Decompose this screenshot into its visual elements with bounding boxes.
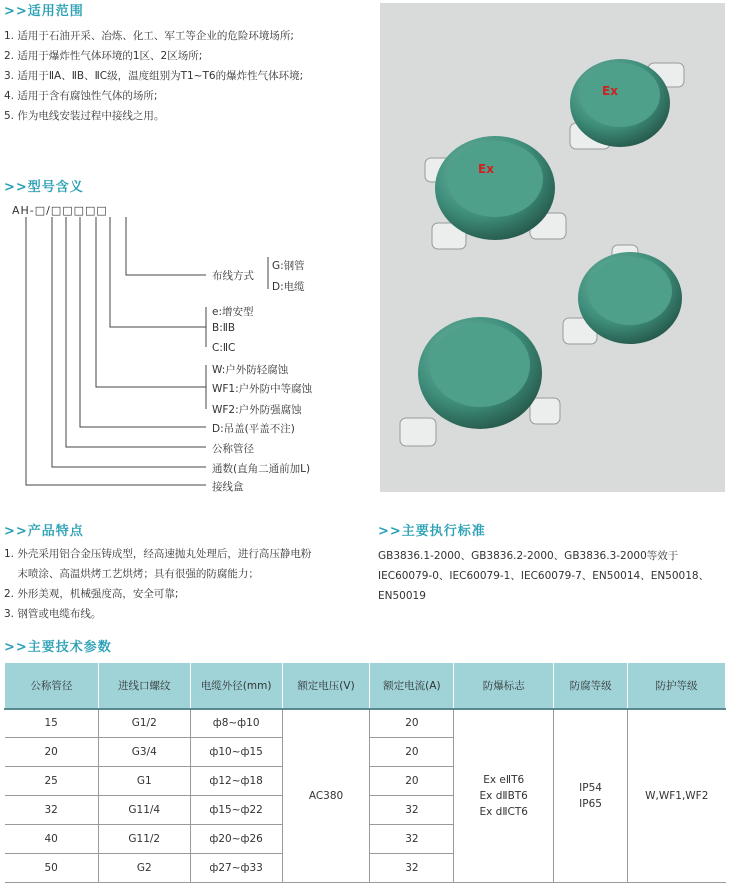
cell-cable: ф12~ф18 xyxy=(190,767,282,796)
junction-box-icon xyxy=(380,3,725,492)
exmark-line: Ex eⅡT6 xyxy=(483,773,525,786)
svg-text:Ex: Ex xyxy=(602,84,618,98)
scope-list xyxy=(4,26,303,126)
column-header: 防爆标志 xyxy=(454,663,554,709)
corrosion-option: WF1:户外防中等腐蚀 xyxy=(212,383,313,395)
cell-thread: G1 xyxy=(98,767,190,796)
column-header: 防护等级 xyxy=(628,663,726,709)
cell-cable: ф8~ф10 xyxy=(190,709,282,738)
anticorrosion-line: IP54 xyxy=(579,781,602,794)
table-row xyxy=(5,709,726,738)
wiring-label: 布线方式 xyxy=(212,270,254,282)
list-item: 2. 适用于爆炸性气体环境的1区、2区场所; xyxy=(4,50,203,62)
standards-line: IEC60079-0、IEC60079-1、IEC60079-7、EN50014、EN50018、 xyxy=(378,570,710,582)
type-option: B:ⅡB xyxy=(212,322,236,334)
type-option: e:增安型 xyxy=(212,306,254,318)
corrosion-option: WF2:户外防强腐蚀 xyxy=(212,404,302,416)
corrosion-option: W:户外防轻腐蚀 xyxy=(212,364,289,376)
list-item: 5. 作为电线安装过程中接线之用。 xyxy=(4,110,165,122)
cell-current: 32 xyxy=(370,854,454,883)
standards-text xyxy=(378,546,728,606)
model-heading: >>型号含义 xyxy=(4,180,84,195)
cell-current: 20 xyxy=(370,767,454,796)
model-code-diagram xyxy=(0,195,360,505)
list-item: 1. 适用于石油开采、冶炼、化工、军工等企业的危险环境场所; xyxy=(4,30,294,42)
standards-line: GB3836.1-2000、GB3836.2-2000、GB3836.3-2000等效于 xyxy=(378,550,679,562)
standards-heading: >>主要执行标准 xyxy=(378,524,486,539)
cell-protection: W,WF1,WF2 xyxy=(628,709,726,883)
list-item: 3. 适用于ⅡA、ⅡB、ⅡC级，温度组别为T1~T6的爆炸性气体环境; xyxy=(4,70,304,82)
anticorrosion-line: IP65 xyxy=(579,797,602,810)
cell-anticorrosion xyxy=(554,709,628,883)
cell-thread: G3/4 xyxy=(98,738,190,767)
cell-thread: G11/4 xyxy=(98,796,190,825)
cell-thread: G2 xyxy=(98,854,190,883)
cell-dn: 32 xyxy=(5,796,99,825)
cell-voltage: AC380 xyxy=(282,709,370,883)
standards-line: EN50019 xyxy=(378,590,426,602)
box-label: 接线盒 xyxy=(212,481,244,493)
list-item: 3. 钢管或电缆布线。 xyxy=(4,608,102,620)
cell-dn: 40 xyxy=(5,825,99,854)
pipe-dia-label: 公称管径 xyxy=(212,443,254,455)
column-header: 防腐等级 xyxy=(554,663,628,709)
list-item: 1. 外壳采用铝合金压铸成型，经高速抛丸处理后，进行高压静电粉 xyxy=(4,548,312,560)
list-item: 4. 适用于含有腐蚀性气体的场所; xyxy=(4,90,158,102)
cell-dn: 15 xyxy=(5,709,99,738)
cell-current: 20 xyxy=(370,709,454,738)
column-header: 额定电压(V) xyxy=(282,663,370,709)
type-option: C:ⅡC xyxy=(212,342,236,354)
cell-thread: G1/2 xyxy=(98,709,190,738)
wiring-option: G:钢管 xyxy=(272,260,305,272)
model-code: AH-□/□□□□□ xyxy=(12,204,108,217)
column-header: 电缆外径(mm) xyxy=(190,663,282,709)
params-heading: >>主要技术参数 xyxy=(4,640,112,655)
cell-cable: ф10~ф15 xyxy=(190,738,282,767)
cell-current: 20 xyxy=(370,738,454,767)
cover-option: D:吊盖(平盖不注) xyxy=(212,423,295,435)
list-item: 末喷涂、高温烘烤工艺烘烤；具有很强的防腐能力； xyxy=(4,568,259,580)
cell-thread: G11/2 xyxy=(98,825,190,854)
exmark-line: Ex dⅡBT6 xyxy=(479,789,528,802)
cell-dn: 50 xyxy=(5,854,99,883)
column-header: 公称管径 xyxy=(5,663,99,709)
cell-exmark xyxy=(454,709,554,883)
cell-dn: 25 xyxy=(5,767,99,796)
features-list xyxy=(4,544,311,624)
product-photo xyxy=(380,3,725,492)
svg-text:Ex: Ex xyxy=(478,162,494,176)
ways-label: 通数(直角二通前加L) xyxy=(212,463,311,475)
cell-dn: 20 xyxy=(5,738,99,767)
features-heading: >>产品特点 xyxy=(4,524,84,539)
list-item: 2. 外形美观，机械强度高，安全可靠; xyxy=(4,588,179,600)
cell-cable: ф15~ф22 xyxy=(190,796,282,825)
cell-cable: ф27~ф33 xyxy=(190,854,282,883)
cell-current: 32 xyxy=(370,825,454,854)
exmark-line: Ex dⅡCT6 xyxy=(479,805,528,818)
params-table xyxy=(4,662,726,883)
column-header: 进线口螺纹 xyxy=(98,663,190,709)
wiring-option: D:电缆 xyxy=(272,281,305,293)
column-header: 额定电流(A) xyxy=(370,663,454,709)
cell-current: 32 xyxy=(370,796,454,825)
scope-heading: >>适用范围 xyxy=(4,4,84,19)
cell-cable: ф20~ф26 xyxy=(190,825,282,854)
table-header-row xyxy=(5,663,726,709)
